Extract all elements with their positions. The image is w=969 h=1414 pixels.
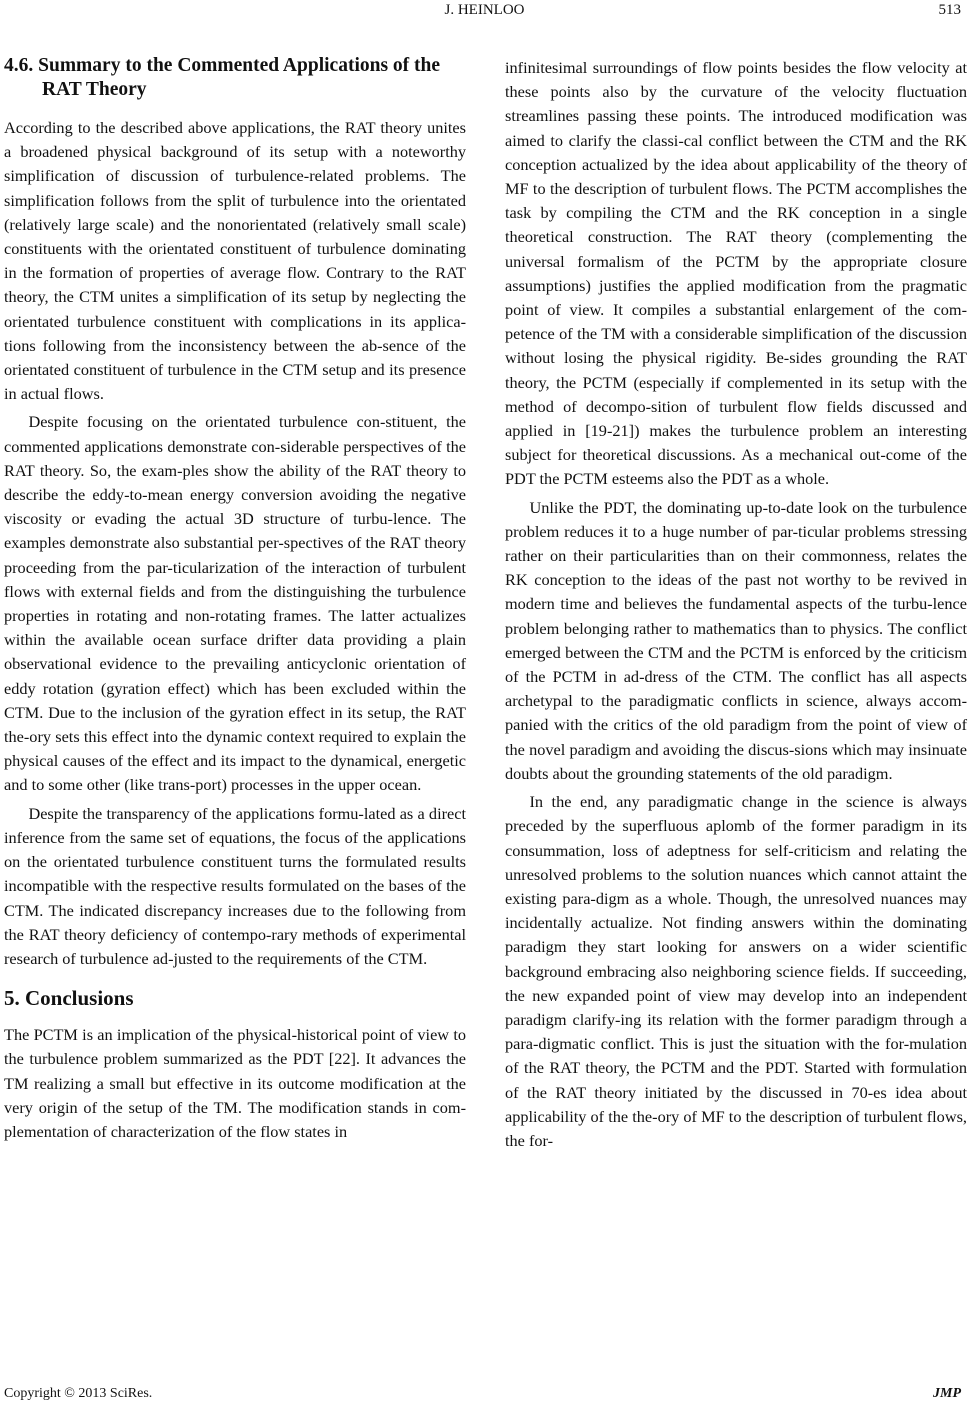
section-heading: 5. Conclusions (4, 986, 134, 1011)
paragraph: Despite focusing on the orientated turbulence con-stituent, the commented applications demonstrate con-siderable perspectives of the RAT theory. So, the exam-ples show the ability of the RAT theory to describe the eddy-to-mean energy conversion avoiding the negative viscosity or evading the actual 3D structure of turbu-lence. The examples demonstrate also substantial per-spectives of the RAT theory proceeding from the par-ticularization of the interaction of turbulent flows with external fields and from the distinguishing the turbulence properties in rotating and non-rotating frames. The latter actualizes within the available ocean surface drifter data providing a plain observational evidence to the prevailing anticyclonic orientation of eddy rotation (gyration effect) which has been excluded within the CTM. Due to the inclusion of the gyration effect in its setup, the RAT the-ory sets this effect into the dynamic context required to explain the physical causes of the effect and its impact to the dynamical, energetic and to some other (like trans-port) processes in the upper ocean. (4, 412, 466, 795)
paragraph: Despite the transparency of the applications formu-lated as a direct inference from the same set of equations, the focus of the applications on the orientated turbulence constituent turns the formulated results incompatible with the respective results formulated on the bases of the CTM. The indicated discrepancy increases due to the following from the RAT theory deficiency of contempo-rary methods of experimental research of turbulence ad-justed to the requirements of the CTM. (4, 803, 466, 968)
paragraph: According to the described above applications, the RAT theory unites a broadened physical background of its setup with a noteworthy simplification of discussion of turbulence-related problems. The simplification follows from the split of turbulence into the orientated (relatively large scale) and the nonorientated (relatively small scale) constituents with the orientated constituent of turbulence dominating in the formation of properties of average flow. Contrary to the RAT theory, the CTM unites a simplification of its setup by neglecting the orientated turbulence constituent with complications in its applica-tions following from the inconsistency between the ab-sence of the orientated constituent of turbulence in the CTM setup and its presence in actual flows. (4, 118, 466, 404)
paragraph: infinitesimal surroundings of flow points besides the flow velocity at these points also by the curvature of the velocity fluctuation streamlines passing these points. The introduced modification was aimed to clarify the classi-cal conflict between the CTM and the RK conception actualized by the idea about applicability of the theory of MF to the description of turbulent flows. The PCTM accomplishes the task by compiling the CTM and the RK conception in a single theoretical construction. The RAT theory (complementing the universal formalism of the PCTM by the appropriate closure assumptions) justifies the applied modification from the pragmatic point of view. It compiles a substantial enlargement of the com-petence of the TM with a considerable simplification of the discussion without losing the physical rigidity. Be-sides grounding the RAT theory, the PCTM (especially if complemented in its setup with the method of decompo-sition of turbulent flow fields discussed and applied in [19-21]) makes the turbulence problem an interesting subject for theoretical discussions. As a mechanical out-come of the PDT the PCTM esteems also the PDT as a whole. (505, 58, 967, 489)
left-column (4, 46, 466, 1144)
paragraph: Unlike the PDT, the dominating up-to-date look on the turbulence problem reduces it to a huge number of par-ticular problems stressing rather on their particularities than on their commonness, relates the RK conception to the ideas of the past not worthy to be revived in modern time and believes the fundamental aspects of the turbu-lence problem belonging rather to mathematics than to physics. The conflict emerged between the CTM and the PCTM is enforced by the criticism of the PCTM in ad-dress of the CTM. The conflict has all aspects archetypal to the paradigmatic conflicts in science, always accom-panied with the critics of the old paradigm from the point of view of the novel paradigm and avoiding the discus-sions which may insinuate doubts about the grounding statements of the old paradigm. (505, 497, 967, 783)
page-number: 513 (938, 2, 961, 18)
copyright-notice: Copyright © 2013 SciRes. (4, 1386, 153, 1401)
right-column (505, 56, 967, 1153)
paragraph: The PCTM is an implication of the physical-historical point of view to the turbulence problem summarized as the PDT [22]. It advances the TM realizing a small but effective in its outcome modification at the very origin of the setup of the TM. The modification stands in com-plementation of characterization of the flow states in (4, 1025, 466, 1141)
subsection-heading: 4.6. Summary to the Commented Applications of the RAT Theory (4, 55, 441, 100)
paragraph: In the end, any paradigmatic change in the science is always preceded by the superfluous aplomb of the former paradigm in its consummation, loss of adeptness for self-criticism and relating the unresolved problems to the solution nuances which cannot attaint the existing para-digm as a whole. Though, the unresolved nuances may incidentally actualize. Not finding answers within the dominating paradigm they start looking for answers on a wider scientific background embracing also neighboring science fields. If succeeding, the new expanded point of view may develop into an independent paradigm clarify-ing its relation with the former paradigm through a para-digmatic conflict. This is just the situation with the for-mulation of the RAT theory, the PCTM and the PDT. Started with formulation of the RAT theory initiated by the discussed in 70-es idea about applicability of the the-ory of MF to the description of turbulent flows, the for- (505, 792, 967, 1150)
journal-name: JMP (933, 1386, 961, 1401)
running-header-author: J. HEINLOO (444, 2, 525, 18)
